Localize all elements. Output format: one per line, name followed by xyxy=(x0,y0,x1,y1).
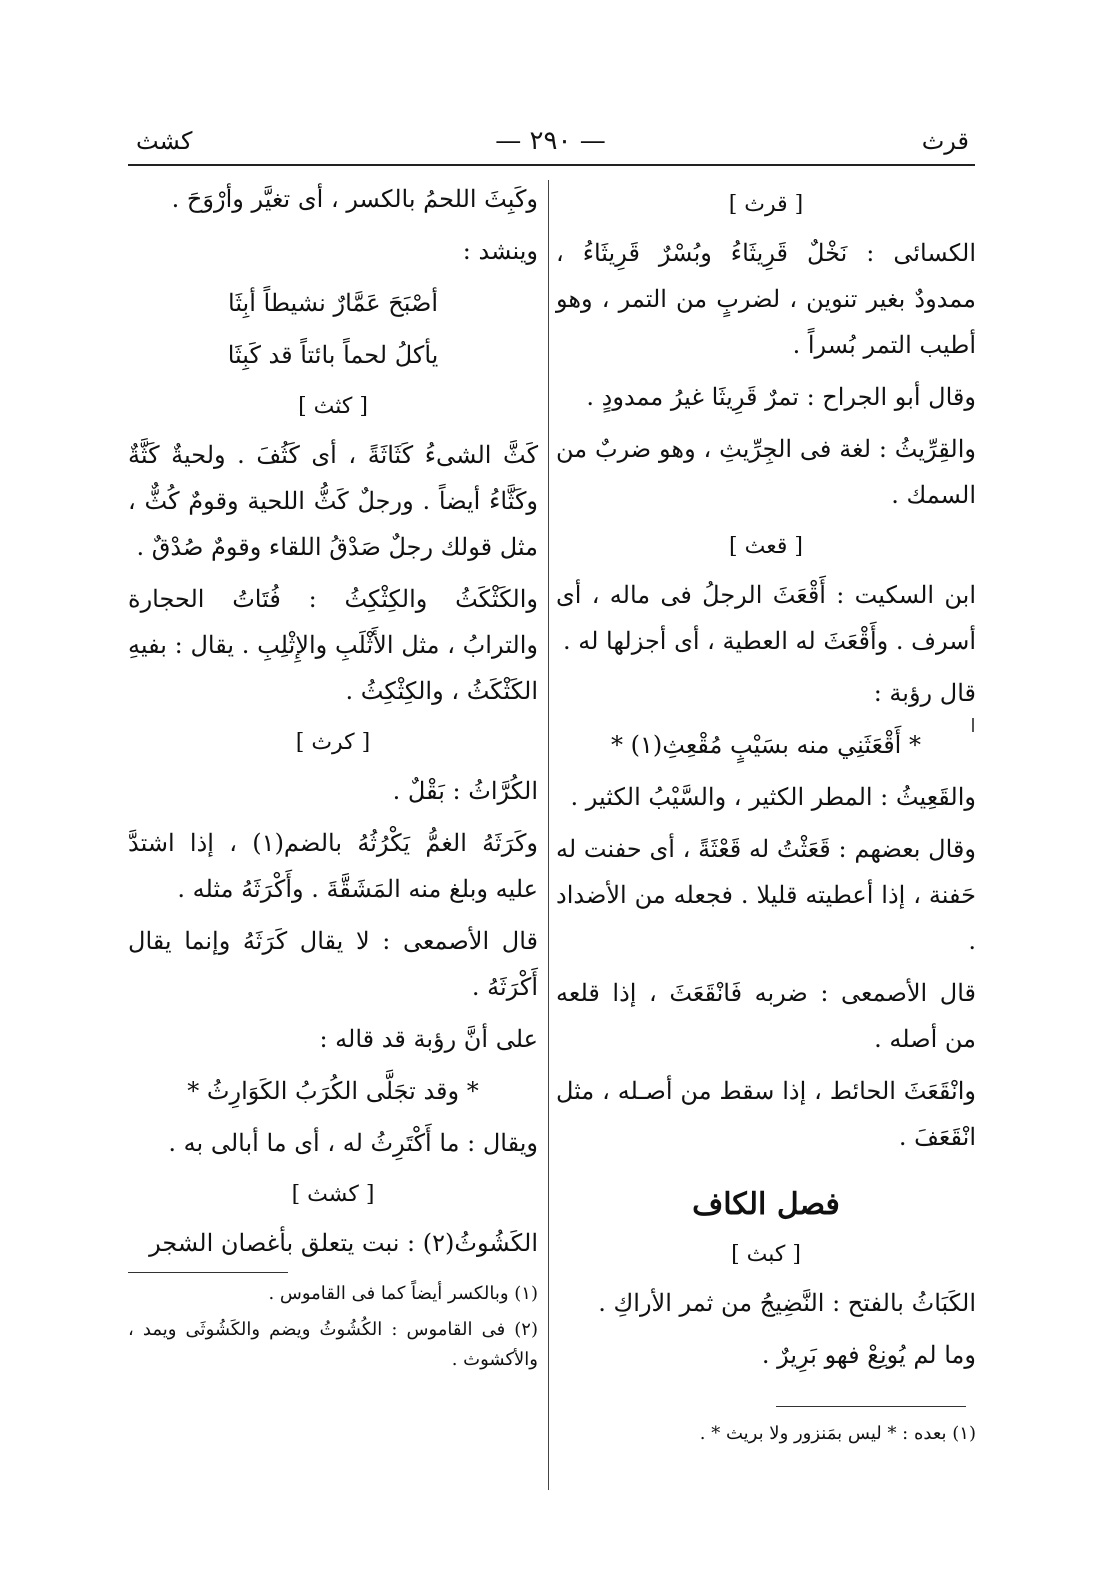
entry-line: قال رؤبة : xyxy=(873,679,976,707)
footnote-rule xyxy=(128,1272,288,1273)
footnote-rule xyxy=(776,1406,966,1407)
entry-line: ويقال : ما أَكْتَرِثُ له ، أى ما أبالى به . xyxy=(168,1129,538,1157)
headword-kashath: [ كشث ] xyxy=(291,1182,375,1207)
running-head-left: كشث xyxy=(136,127,193,155)
verse-line: * وقد تجَلَّى الكُرَبُ الكَوَارِثُ * xyxy=(187,1077,479,1105)
section-title: فصل الكاف xyxy=(692,1187,840,1222)
running-head-right: قرث xyxy=(921,127,969,155)
entry-line: ابن السكيت : أَقْعَثَ الرجلُ فى ماله ، أى أسرف . وأَقْعَثَ له العطية ، أى أجزلها له . xyxy=(556,581,976,655)
entry-line: كَثَّ الشىءُ كَثَاثَةً ، أى كَثُفَ . ولحيةٌ كَثَّةٌ وكَثَّاءُ أيضاً . ورجلٌ كَثُّ اللحية وقومٌ كُثٌّ ، مثل قولك رجلٌ صَدْقُ اللقاء وقومٌ صُدْقٌ . xyxy=(128,441,538,561)
footnote: (١) بعده : * ليس بمَنزور ولا بريث * . xyxy=(699,1423,976,1444)
headword-karath: [ كرث ] xyxy=(295,730,371,755)
entry-line: والقَعِيثُ : المطر الكثير ، والسَّيْبُ الكثير . xyxy=(570,783,976,811)
entry-line: وكَبِثَ اللحمُ بالكسر ، أى تغيَّر وأرْوَحَ . xyxy=(171,185,538,213)
entry-line: وما لم يُونِعْ فهو بَرِيرٌ . xyxy=(761,1341,976,1369)
entry-line: قال الأصمعى : لا يقال كَرَثَهُ وإنما يقال أَكْرَثَهُ . xyxy=(128,927,538,1001)
column-separator xyxy=(548,180,549,1490)
entry-line: الكسائى : نَخْلٌ قَرِيثَاءُ وبُسْرٌ قَرِيثَاءُ ، ممدودٌ بغير تنوين ، لضربٍ من التمر ، وهو أطيب التمر بُسراً . xyxy=(556,239,976,359)
page-number: — ٢٩٠ — xyxy=(495,126,606,156)
entry-line: وكَرَثَهُ الغمُّ يَكْرُثُهُ بالضم(١) ، إذا اشتدَّ عليه وبلغ منه المَشَقَّةَ . وأَكْرَثَهُ مثله . xyxy=(128,829,538,903)
verse-line: * أَقْعَثَنِي منه بسَيْبٍ مُقْعِثِ(١) * xyxy=(611,731,921,759)
footnote: (١) وبالكسر أيضاً كما فى القاموس . xyxy=(268,1283,538,1304)
entry-line: وينشد : xyxy=(462,237,538,265)
entry-line: والقِرِّيثُ : لغة فى الجِرِّيثِ ، وهو ضربٌ من السمك . xyxy=(556,435,976,509)
headword-qaath: [ قعث ] xyxy=(729,534,803,559)
entry-line: الكَشُوثُ(٢) : نبت يتعلق بأغصان الشجر xyxy=(149,1229,538,1257)
verse-line: أصْبَحَ عَمَّارٌ نشيطاً أبِثَا xyxy=(228,289,438,317)
entry-line: على أنَّ رؤبة قد قاله : xyxy=(319,1025,538,1053)
left-column xyxy=(128,176,538,1381)
entry-line: قال الأصمعى : ضربه فَانْقَعَثَ ، إذا قلعه من أصله . xyxy=(556,979,976,1053)
verse-line: يأكلُ لحماً بائتاً قد كَبِثَا xyxy=(227,341,439,369)
headword-qarath: [ قرث ] xyxy=(728,192,804,217)
entry-line: وانْقَعَثَ الحائط ، إذا سقط من أصـله ، مثل انْقَعَفَ . xyxy=(556,1077,976,1151)
entry-line: وقال بعضهم : قَعَثْتُ له قَعْثَةً ، أى حفنت له حَفنة ، إذا أعطيته قليلا . فجعله من الأضداد . xyxy=(556,835,976,955)
header-rule xyxy=(128,164,975,166)
footnote: (٢) فى القاموس : الكُشُوثُ ويضم والكَشُوثَى ويمد ، والأكشوث . xyxy=(128,1319,538,1370)
entry-line: الكَبَاثُ بالفتح : النَّضِيجُ من ثمر الأراكِ . xyxy=(598,1289,976,1317)
entry-line: والكَثْكَثُ والكِثْكِثُ : فُتَاتُ الحجارة والترابُ ، مثل الأَثْلَبِ والإِثْلِبِ . يقال : بفيهِ الكَثْكَثُ ، والكِثْكِثُ . xyxy=(128,585,538,705)
entry-line: وقال أبو الجراح : تمرٌ قَرِيثَا غيرُ ممدودٍ . xyxy=(586,383,976,411)
entry-line: الكُرَّاثُ : بَقْلٌ . xyxy=(392,777,538,805)
headword-kabath: [ كبث ] xyxy=(731,1242,801,1267)
headword-kathath: [ كثث ] xyxy=(298,394,368,419)
right-column xyxy=(556,178,976,1455)
